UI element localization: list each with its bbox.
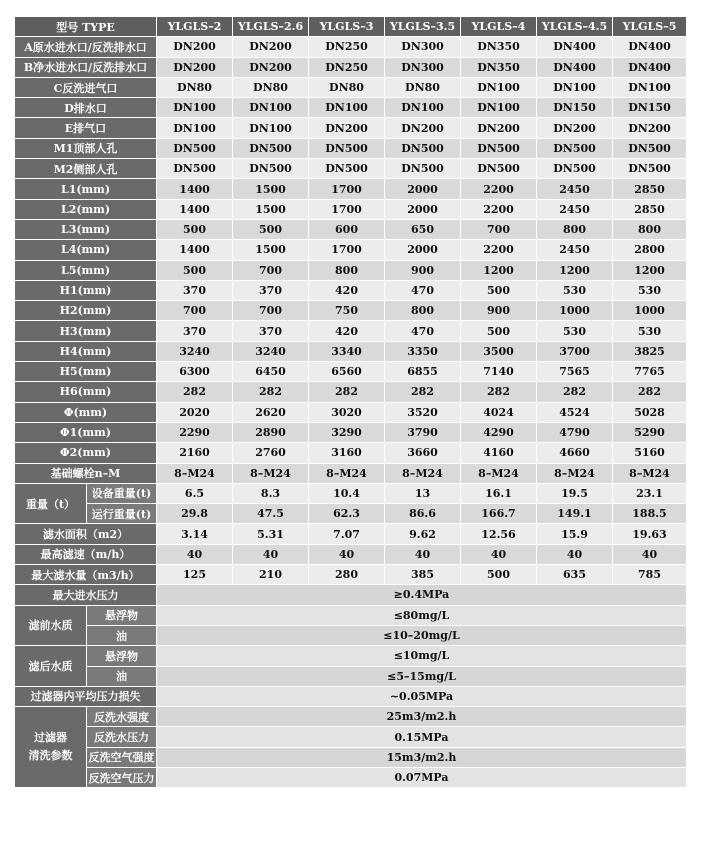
table-cell: 1000: [613, 301, 687, 321]
table-cell: 210: [233, 565, 309, 585]
table-cell: 900: [461, 301, 537, 321]
table-row: [15, 565, 687, 585]
table-cell: 40: [613, 545, 687, 565]
table-row: [15, 37, 687, 57]
table-cell: DN150: [537, 98, 613, 118]
table-cell: DN200: [157, 37, 233, 57]
table-row: [15, 646, 687, 666]
row-label: 最高滤速（m/h）: [15, 545, 157, 565]
table-cell: 5.31: [233, 524, 309, 544]
table-cell: DN350: [461, 37, 537, 57]
table-cell: 1000: [537, 301, 613, 321]
table-cell: 2290: [157, 423, 233, 443]
table-cell: 530: [537, 281, 613, 301]
table-cell: DN250: [309, 37, 385, 57]
table-cell: DN400: [613, 58, 687, 78]
table-row: [15, 321, 687, 341]
table-cell: DN200: [385, 118, 461, 138]
table-cell: 2450: [537, 179, 613, 199]
table-cell: 2450: [537, 240, 613, 260]
table-cell: 4160: [461, 443, 537, 463]
table-row: [15, 58, 687, 78]
table-cell: 500: [157, 220, 233, 240]
row-label: Φ1(mm): [15, 423, 157, 443]
table-row: [15, 768, 687, 788]
table-cell: 1500: [233, 179, 309, 199]
suspended-solids-label: 悬浮物: [87, 606, 157, 626]
table-cell: 3340: [309, 342, 385, 362]
table-cell: DN400: [537, 37, 613, 57]
table-cell: 40: [537, 545, 613, 565]
table-cell: 8–M24: [613, 464, 687, 484]
table-cell: 5290: [613, 423, 687, 443]
table-row: [15, 179, 687, 199]
table-cell: 4524: [537, 403, 613, 423]
table-cell: 2850: [613, 200, 687, 220]
table-row: [15, 362, 687, 382]
table-cell: 700: [233, 261, 309, 281]
table-cell: 470: [385, 321, 461, 341]
table-cell: 3700: [537, 342, 613, 362]
backwash-group-label-line: 清洗参数: [28, 749, 73, 763]
table-row: [15, 342, 687, 362]
table-cell: DN500: [461, 159, 537, 179]
row-label: H6(mm): [15, 382, 157, 402]
table-cell: DN250: [309, 58, 385, 78]
row-label: H1(mm): [15, 281, 157, 301]
spec-table-body: [15, 17, 687, 788]
table-cell: DN400: [537, 58, 613, 78]
table-cell: 2760: [233, 443, 309, 463]
table-cell: 2800: [613, 240, 687, 260]
backwash-param-value: 15m3/m2.h: [157, 748, 687, 768]
table-cell: 7140: [461, 362, 537, 382]
table-cell: DN200: [461, 118, 537, 138]
table-row: [15, 464, 687, 484]
table-cell: 2890: [233, 423, 309, 443]
table-cell: 6855: [385, 362, 461, 382]
row-label: A原水进水口/反洗排水口: [15, 37, 157, 57]
table-cell: 2200: [461, 179, 537, 199]
table-cell: 2160: [157, 443, 233, 463]
table-cell: 1700: [309, 179, 385, 199]
table-cell: 420: [309, 281, 385, 301]
table-cell: DN100: [461, 78, 537, 98]
backwash-group-label: [15, 707, 87, 788]
table-cell: 500: [157, 261, 233, 281]
weight-group-label: 重量（t）: [15, 484, 87, 525]
model-header: YLGLS–4.5: [537, 17, 613, 37]
table-cell: 3020: [309, 403, 385, 423]
table-cell: 650: [385, 220, 461, 240]
table-cell: 700: [461, 220, 537, 240]
table-cell: 40: [461, 545, 537, 565]
row-label: L4(mm): [15, 240, 157, 260]
table-cell: 1400: [157, 240, 233, 260]
table-cell: 500: [461, 281, 537, 301]
row-label: L2(mm): [15, 200, 157, 220]
table-cell: 470: [385, 281, 461, 301]
table-cell: DN100: [461, 98, 537, 118]
table-cell: 3660: [385, 443, 461, 463]
table-cell: 8–M24: [157, 464, 233, 484]
table-cell: 282: [537, 382, 613, 402]
table-cell: 4024: [461, 403, 537, 423]
table-row: [15, 98, 687, 118]
row-label: L5(mm): [15, 261, 157, 281]
table-cell: DN100: [613, 78, 687, 98]
table-cell: DN100: [157, 98, 233, 118]
row-label: E排气口: [15, 118, 157, 138]
table-cell: 2000: [385, 200, 461, 220]
oil-label: 油: [87, 667, 157, 687]
table-cell: DN80: [385, 78, 461, 98]
table-cell: DN100: [233, 98, 309, 118]
table-row: [15, 545, 687, 565]
table-cell: DN80: [309, 78, 385, 98]
table-cell: 635: [537, 565, 613, 585]
table-cell: DN200: [537, 118, 613, 138]
table-row: [15, 606, 687, 626]
table-cell: 282: [385, 382, 461, 402]
table-cell: 6560: [309, 362, 385, 382]
table-cell: 40: [157, 545, 233, 565]
table-cell: 7765: [613, 362, 687, 382]
operating-weight-label: 运行重量(t): [87, 504, 157, 524]
table-row: [15, 504, 687, 524]
table-cell: 1200: [461, 261, 537, 281]
backwash-param-label: 反洗空气强度: [87, 748, 157, 768]
table-cell: 6300: [157, 362, 233, 382]
table-cell: 8–M24: [385, 464, 461, 484]
table-row: [15, 220, 687, 240]
table-cell: DN500: [309, 139, 385, 159]
table-row: [15, 443, 687, 463]
table-cell: DN500: [157, 139, 233, 159]
table-cell: 8–M24: [309, 464, 385, 484]
table-cell: 86.6: [385, 504, 461, 524]
table-row: [15, 118, 687, 138]
table-cell: 800: [537, 220, 613, 240]
pressure-loss-value: ~0.05MPa: [157, 687, 687, 707]
table-cell: 6450: [233, 362, 309, 382]
row-label: L1(mm): [15, 179, 157, 199]
table-cell: 370: [233, 321, 309, 341]
table-cell: DN150: [613, 98, 687, 118]
model-header: YLGLS–2.6: [233, 17, 309, 37]
table-cell: DN80: [157, 78, 233, 98]
table-cell: 3160: [309, 443, 385, 463]
table-cell: 1200: [613, 261, 687, 281]
table-row: [15, 240, 687, 260]
table-cell: 19.5: [537, 484, 613, 504]
table-cell: 1200: [537, 261, 613, 281]
table-row: [15, 707, 687, 727]
spec-table: [15, 17, 687, 788]
table-cell: 8–M24: [461, 464, 537, 484]
table-cell: 750: [309, 301, 385, 321]
table-cell: 125: [157, 565, 233, 585]
table-cell: DN500: [613, 159, 687, 179]
table-cell: 700: [157, 301, 233, 321]
table-cell: DN200: [613, 118, 687, 138]
table-cell: 282: [613, 382, 687, 402]
table-row: [15, 727, 687, 747]
row-label: M2侧部人孔: [15, 159, 157, 179]
table-cell: 23.1: [613, 484, 687, 504]
table-cell: 420: [309, 321, 385, 341]
table-row: [15, 748, 687, 768]
row-label: 滤水面积（m2）: [15, 524, 157, 544]
table-cell: 2200: [461, 240, 537, 260]
table-cell: DN500: [537, 159, 613, 179]
row-label: D排水口: [15, 98, 157, 118]
table-row: [15, 423, 687, 443]
table-cell: 47.5: [233, 504, 309, 524]
table-cell: DN300: [385, 58, 461, 78]
table-row: [15, 626, 687, 646]
table-cell: 800: [613, 220, 687, 240]
table-cell: 8–M24: [233, 464, 309, 484]
model-header: YLGLS–2: [157, 17, 233, 37]
table-cell: 188.5: [613, 504, 687, 524]
table-cell: 370: [157, 281, 233, 301]
table-cell: 13: [385, 484, 461, 504]
table-row: [15, 139, 687, 159]
table-cell: 282: [233, 382, 309, 402]
table-cell: 15.9: [537, 524, 613, 544]
table-cell: 4790: [537, 423, 613, 443]
row-label: C反洗进气口: [15, 78, 157, 98]
table-cell: DN500: [233, 159, 309, 179]
type-header: 型号 TYPE: [15, 17, 157, 37]
table-cell: 40: [233, 545, 309, 565]
table-cell: DN100: [233, 118, 309, 138]
table-cell: 10.4: [309, 484, 385, 504]
table-cell: 3350: [385, 342, 461, 362]
pressure-loss-label: 过滤器内平均压力损失: [15, 687, 157, 707]
oil-value: ≤5–15mg/L: [157, 667, 687, 687]
table-cell: 5028: [613, 403, 687, 423]
table-cell: 149.1: [537, 504, 613, 524]
table-cell: DN500: [461, 139, 537, 159]
backwash-param-value: 25m3/m2.h: [157, 707, 687, 727]
table-cell: 2200: [461, 200, 537, 220]
table-cell: 280: [309, 565, 385, 585]
table-row: [15, 403, 687, 423]
backwash-param-value: 0.07MPa: [157, 768, 687, 788]
table-cell: DN100: [385, 98, 461, 118]
table-cell: 29.8: [157, 504, 233, 524]
table-cell: DN500: [385, 159, 461, 179]
table-cell: 900: [385, 261, 461, 281]
table-cell: 5160: [613, 443, 687, 463]
table-cell: 1400: [157, 179, 233, 199]
row-label: Φ(mm): [15, 403, 157, 423]
oil-label: 油: [87, 626, 157, 646]
header-row: [15, 17, 687, 37]
table-cell: 3790: [385, 423, 461, 443]
row-label: 基础螺栓n–M: [15, 464, 157, 484]
table-cell: 3520: [385, 403, 461, 423]
row-label: H4(mm): [15, 342, 157, 362]
table-cell: 3290: [309, 423, 385, 443]
table-cell: 385: [385, 565, 461, 585]
table-cell: DN500: [309, 159, 385, 179]
row-label: H2(mm): [15, 301, 157, 321]
table-cell: 1500: [233, 240, 309, 260]
table-cell: DN500: [537, 139, 613, 159]
table-row: [15, 301, 687, 321]
table-cell: 3240: [233, 342, 309, 362]
backwash-group-label-line: 过滤器: [34, 731, 67, 745]
table-cell: 1700: [309, 240, 385, 260]
oil-value: ≤10–20mg/L: [157, 626, 687, 646]
row-label: L3(mm): [15, 220, 157, 240]
table-cell: 500: [461, 321, 537, 341]
table-cell: 370: [157, 321, 233, 341]
table-cell: 4660: [537, 443, 613, 463]
table-row: [15, 687, 687, 707]
model-header: YLGLS–3: [309, 17, 385, 37]
table-cell: 282: [157, 382, 233, 402]
suspended-solids-value: ≤10mg/L: [157, 646, 687, 666]
row-label: M1顶部人孔: [15, 139, 157, 159]
table-cell: 2450: [537, 200, 613, 220]
backwash-param-value: 0.15MPa: [157, 727, 687, 747]
table-cell: DN200: [157, 58, 233, 78]
suspended-solids-label: 悬浮物: [87, 646, 157, 666]
table-cell: 16.1: [461, 484, 537, 504]
table-cell: 500: [233, 220, 309, 240]
table-cell: 3825: [613, 342, 687, 362]
post-quality-label: 滤后水质: [15, 646, 87, 687]
table-row: [15, 382, 687, 402]
backwash-param-label: 反洗水强度: [87, 707, 157, 727]
table-cell: 2000: [385, 240, 461, 260]
table-cell: 370: [233, 281, 309, 301]
table-cell: 800: [309, 261, 385, 281]
table-cell: 12.56: [461, 524, 537, 544]
table-cell: 3.14: [157, 524, 233, 544]
table-cell: DN500: [157, 159, 233, 179]
table-row: [15, 261, 687, 281]
table-cell: 600: [309, 220, 385, 240]
table-cell: DN500: [613, 139, 687, 159]
table-cell: 8.3: [233, 484, 309, 504]
table-cell: 166.7: [461, 504, 537, 524]
table-cell: 19.63: [613, 524, 687, 544]
table-cell: 2620: [233, 403, 309, 423]
table-row: [15, 585, 687, 605]
table-cell: DN500: [385, 139, 461, 159]
table-cell: 40: [385, 545, 461, 565]
model-header: YLGLS–5: [613, 17, 687, 37]
equipment-weight-label: 设备重量(t): [87, 484, 157, 504]
table-cell: DN200: [233, 37, 309, 57]
table-cell: DN400: [613, 37, 687, 57]
max-pressure-label: 最大进水压力: [15, 585, 157, 605]
table-cell: 4290: [461, 423, 537, 443]
table-cell: 1500: [233, 200, 309, 220]
max-pressure-value: ≥0.4MPa: [157, 585, 687, 605]
model-header: YLGLS–3.5: [385, 17, 461, 37]
table-row: [15, 159, 687, 179]
table-cell: DN300: [385, 37, 461, 57]
table-cell: 800: [385, 301, 461, 321]
table-cell: 7.07: [309, 524, 385, 544]
table-cell: 2850: [613, 179, 687, 199]
table-row: [15, 524, 687, 544]
table-cell: DN200: [309, 118, 385, 138]
table-cell: DN100: [309, 98, 385, 118]
table-cell: 2020: [157, 403, 233, 423]
table-cell: 1400: [157, 200, 233, 220]
table-cell: 7565: [537, 362, 613, 382]
table-cell: 530: [613, 321, 687, 341]
row-label: 最大滤水量（m3/h）: [15, 565, 157, 585]
table-cell: 9.62: [385, 524, 461, 544]
pre-quality-label: 滤前水质: [15, 606, 87, 647]
table-cell: 3500: [461, 342, 537, 362]
table-cell: DN200: [233, 58, 309, 78]
table-cell: 8–M24: [537, 464, 613, 484]
table-cell: DN500: [233, 139, 309, 159]
table-cell: 500: [461, 565, 537, 585]
row-label: B净水进水口/反洗排水口: [15, 58, 157, 78]
row-label: H5(mm): [15, 362, 157, 382]
table-row: [15, 667, 687, 687]
row-label: Φ2(mm): [15, 443, 157, 463]
row-label: H3(mm): [15, 321, 157, 341]
table-cell: DN100: [157, 118, 233, 138]
table-cell: 40: [309, 545, 385, 565]
table-cell: 62.3: [309, 504, 385, 524]
table-row: [15, 200, 687, 220]
backwash-param-label: 反洗空气压力: [87, 768, 157, 788]
table-row: [15, 281, 687, 301]
table-cell: 785: [613, 565, 687, 585]
table-row: [15, 484, 687, 504]
model-header: YLGLS–4: [461, 17, 537, 37]
table-cell: 700: [233, 301, 309, 321]
table-cell: 530: [537, 321, 613, 341]
backwash-param-label: 反洗水压力: [87, 727, 157, 747]
table-cell: 282: [309, 382, 385, 402]
table-cell: DN80: [233, 78, 309, 98]
suspended-solids-value: ≤80mg/L: [157, 606, 687, 626]
table-cell: 282: [461, 382, 537, 402]
table-row: [15, 78, 687, 98]
table-cell: 3240: [157, 342, 233, 362]
table-cell: 530: [613, 281, 687, 301]
table-cell: DN350: [461, 58, 537, 78]
table-cell: 1700: [309, 200, 385, 220]
table-cell: 6.5: [157, 484, 233, 504]
table-cell: DN100: [537, 78, 613, 98]
table-cell: 2000: [385, 179, 461, 199]
